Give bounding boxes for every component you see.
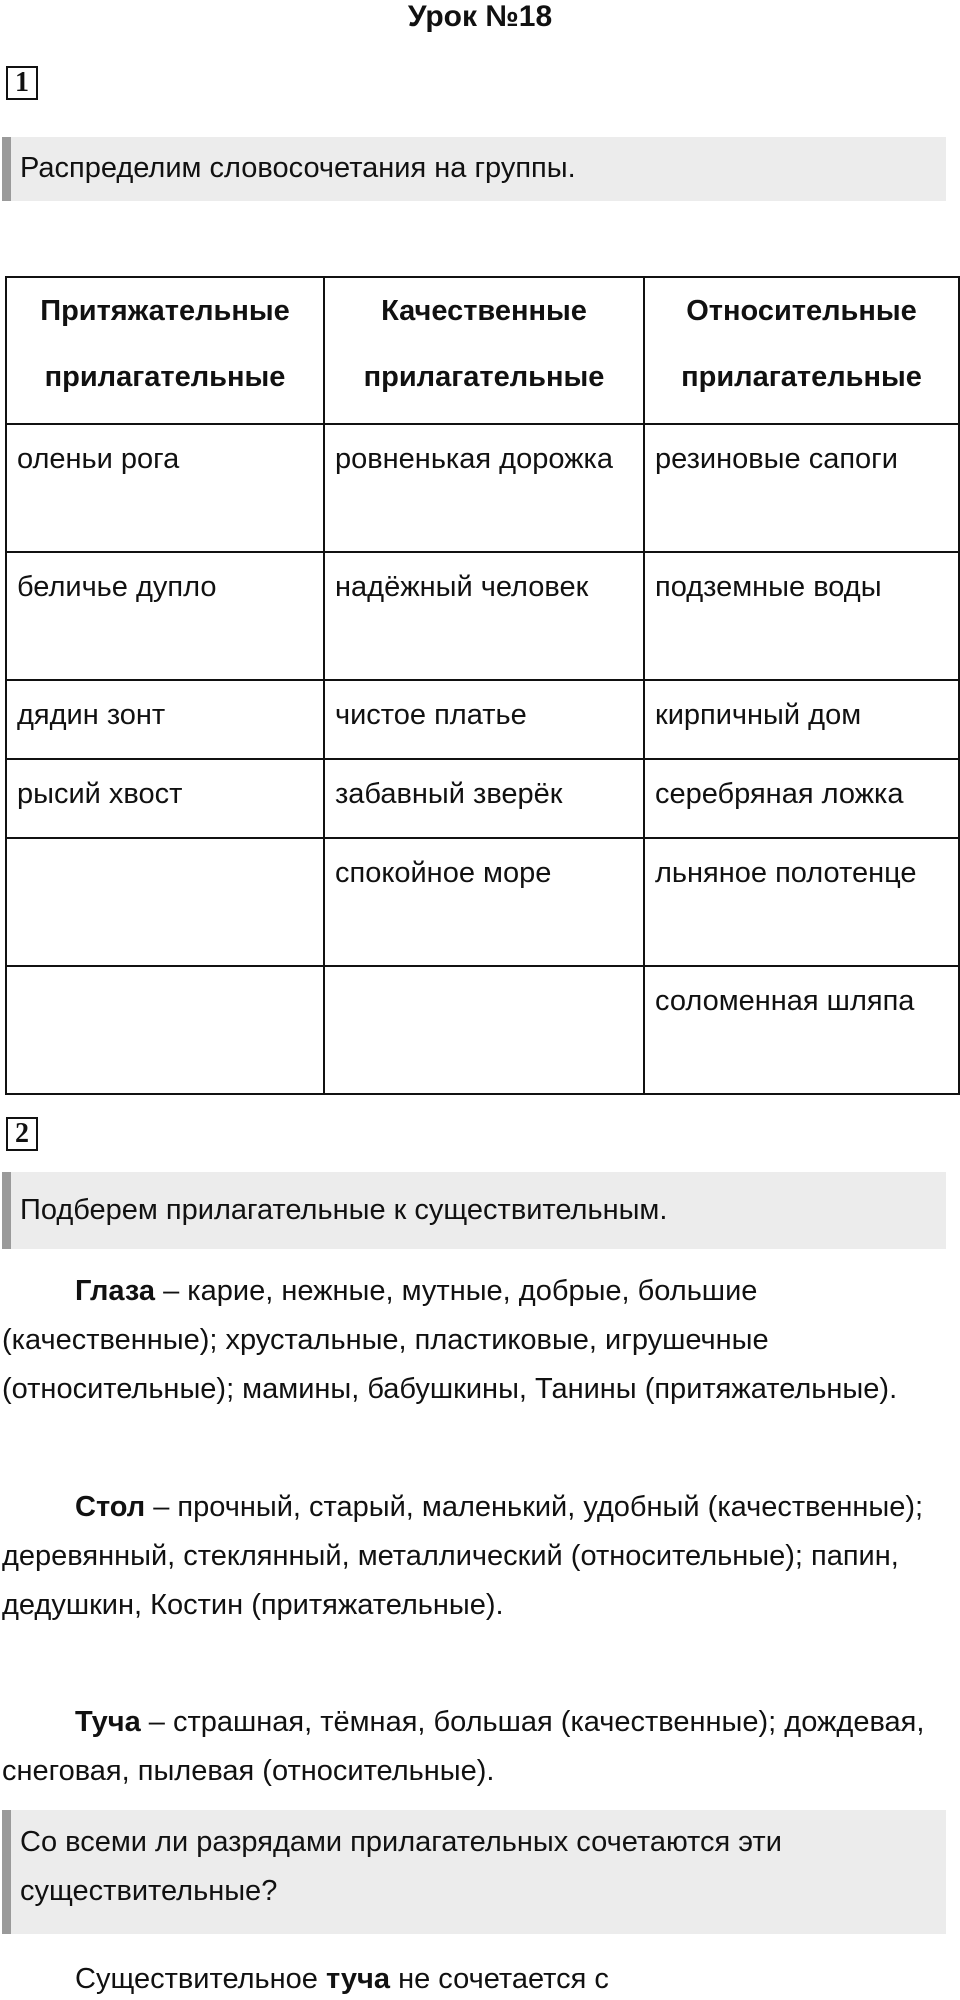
column-header-possessive: Притяжательные прилагательные — [6, 277, 324, 424]
task-1-instruction — [2, 137, 946, 201]
table-row — [6, 759, 959, 838]
table-cell: дядин зонт — [6, 680, 324, 759]
table-cell: льняное полотенце — [644, 838, 959, 966]
table-cell: беличье дупло — [6, 552, 324, 680]
task-2-question-text: Со всеми ли разрядами прилагательных сочетаются эти существительные? — [20, 1826, 782, 1907]
table-cell — [6, 966, 324, 1094]
lesson-title: Урок №18 — [407, 0, 553, 33]
column-header-qualitative: Качественные прилагательные — [324, 277, 644, 424]
term-eyes: Глаза — [75, 1275, 156, 1307]
task-number-2: 2 — [6, 1117, 38, 1151]
table-row — [6, 680, 959, 759]
adjective-groups-table — [5, 276, 960, 1095]
column-header-relative: Относительные прилагательные — [644, 277, 959, 424]
table-cell — [324, 966, 644, 1094]
task-2-question — [2, 1810, 946, 1934]
table-row — [6, 966, 959, 1094]
table-cell: забавный зверёк — [324, 759, 644, 838]
task-1-instruction-text: Распределим словосочетания на группы. — [20, 152, 576, 184]
table-row — [6, 552, 959, 680]
table-cell: рысий хвост — [6, 759, 324, 838]
answer-paragraph-question: Существительное туча не сочетается с — [75, 1963, 609, 1995]
table-cell: кирпичный дом — [644, 680, 959, 759]
answer-paragraph-eyes: Глаза – карие, нежные, мутные, добрые, большие (качественные); хрустальные, пластиковые, игрушечные (относительные); мамины, бабушкины, Танины (притяжательные). — [2, 1275, 898, 1405]
table-cell: резиновые сапоги — [644, 424, 959, 552]
task-2-instruction-text: Подберем прилагательные к существительным. — [20, 1194, 668, 1226]
term-cloud-answer: туча — [325, 1963, 391, 1995]
table-header-row — [6, 277, 959, 424]
term-cloud: Туча — [75, 1706, 141, 1738]
task-number-1: 1 — [6, 66, 38, 100]
table-row — [6, 424, 959, 552]
table-row — [6, 838, 959, 966]
table-cell: чистое платье — [324, 680, 644, 759]
table-cell: подземные воды — [644, 552, 959, 680]
table-cell: оленьи рога — [6, 424, 324, 552]
table-cell: спокойное море — [324, 838, 644, 966]
table-cell: ровненькая дорожка — [324, 424, 644, 552]
answer-paragraph-cloud: Туча – страшная, тёмная, большая (качественные); дождевая, снеговая, пылевая (относительные). — [2, 1706, 925, 1787]
task-2-instruction — [2, 1172, 946, 1249]
table-cell: соломенная шляпа — [644, 966, 959, 1094]
table-cell — [6, 838, 324, 966]
table-cell: серебряная ложка — [644, 759, 959, 838]
term-table: Стол — [75, 1491, 146, 1523]
answer-paragraph-table: Стол – прочный, старый, маленький, удобный (качественные); деревянный, стеклянный, металлический (относительные); папин, дедушкин, Костин (притяжательные). — [2, 1491, 924, 1621]
table-cell: надёжный человек — [324, 552, 644, 680]
